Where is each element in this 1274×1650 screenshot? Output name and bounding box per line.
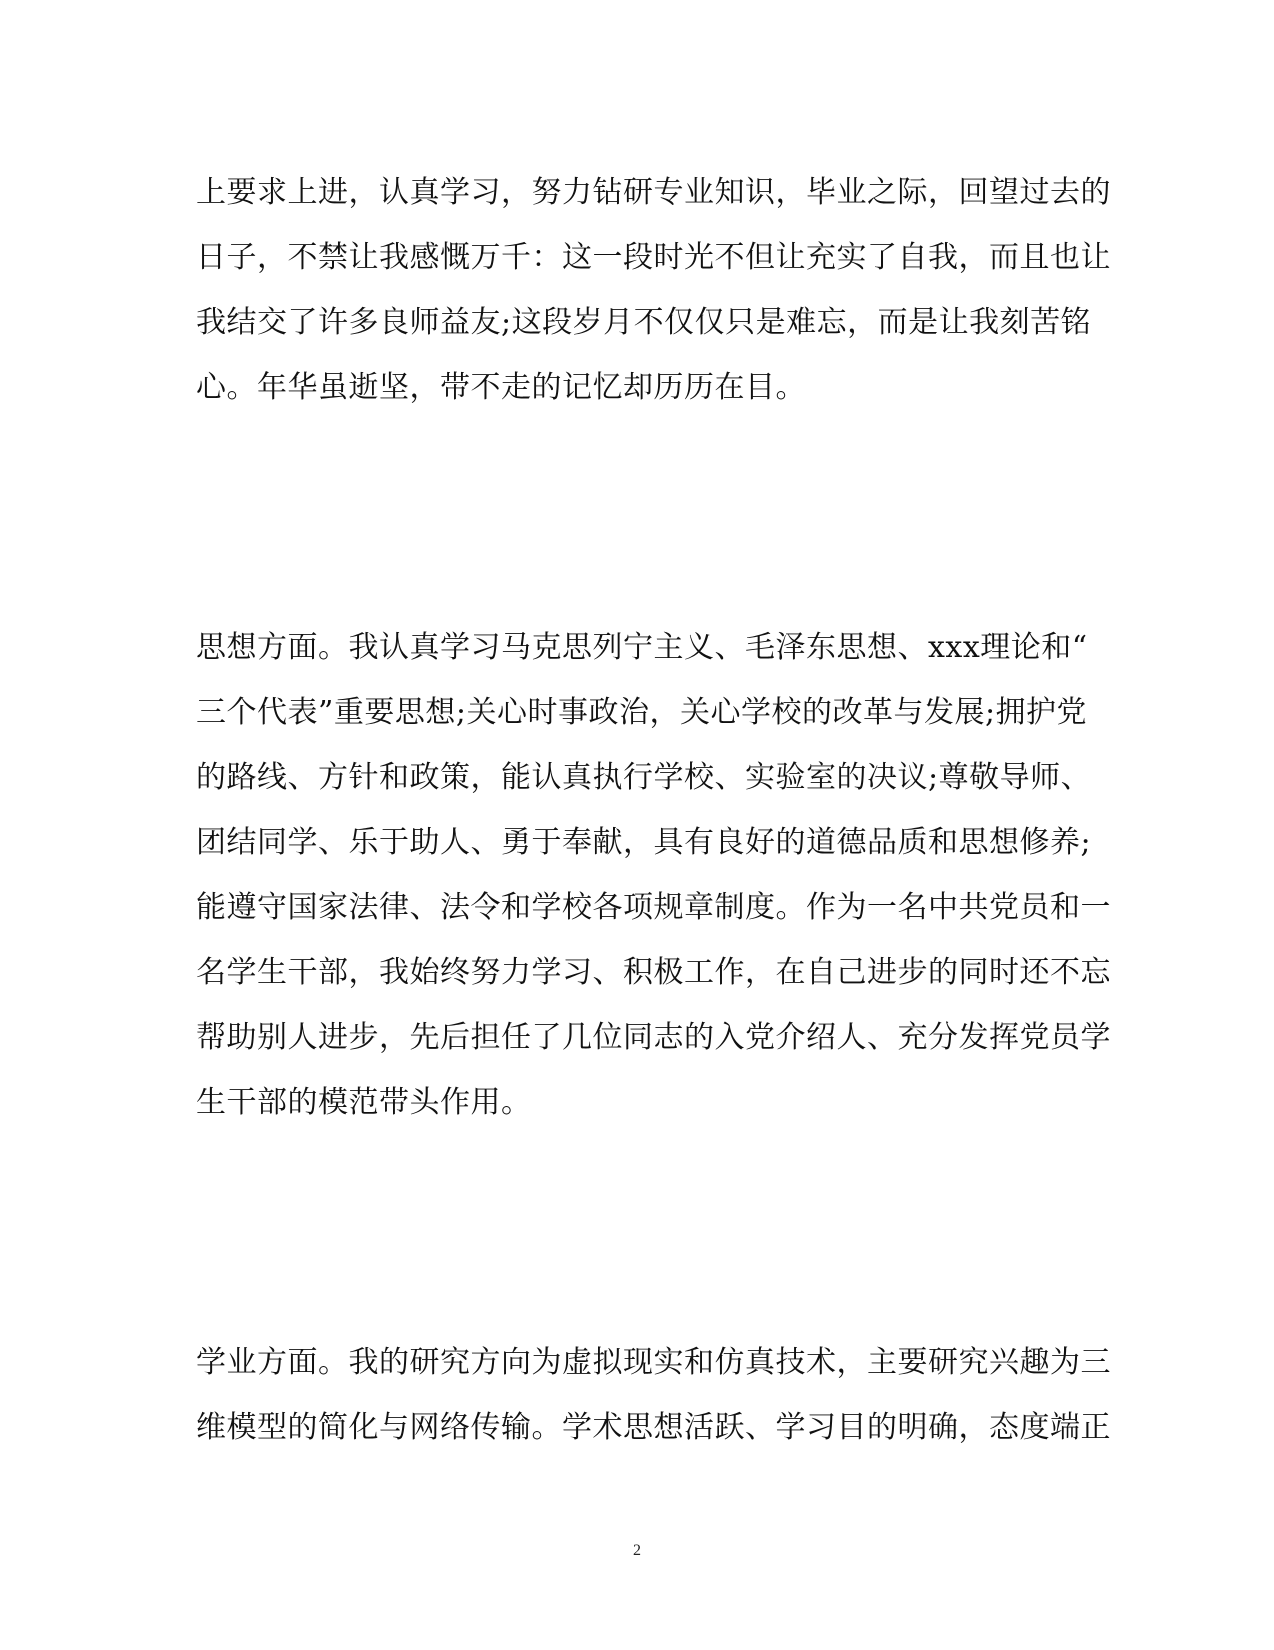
text-line: 名学生干部，我始终努力学习、积极工作，在自己进步的同时还不忘 <box>196 955 1111 990</box>
text-line: 三个代表”重要思想;关心时事政治，关心学校的改革与发展;拥护党 <box>196 695 1088 730</box>
text-line: 思想方面。我认真学习马克思列宁主义、毛泽东思想、xxx理论和“ <box>196 630 1088 665</box>
paragraph-2 <box>196 615 1111 1135</box>
paragraph-3 <box>196 1330 1111 1460</box>
text-line: 的路线、方针和政策，能认真执行学校、实验室的决议;尊敬导师、 <box>196 760 1092 795</box>
text-line: 帮助别人进步，先后担任了几位同志的入党介绍人、充分发挥党员学 <box>196 1020 1111 1055</box>
text-line: 维模型的简化与网络传输。学术思想活跃、学习目的明确，态度端正 <box>196 1410 1111 1445</box>
text-line: 团结同学、乐于助人、勇于奉献，具有良好的道德品质和思想修养; <box>196 825 1092 860</box>
text-line: 能遵守国家法律、法令和学校各项规章制度。作为一名中共党员和一 <box>196 890 1111 925</box>
text-line: 生干部的模范带头作用。 <box>196 1085 532 1120</box>
text-line: 学业方面。我的研究方向为虚拟现实和仿真技术，主要研究兴趣为三 <box>196 1345 1111 1380</box>
text-line: 我结交了许多良师益友;这段岁月不仅仅只是难忘，而是让我刻苦铭 <box>196 305 1092 340</box>
text-line: 日子，不禁让我感慨万千：这一段时光不但让充实了自我，而且也让 <box>196 240 1111 275</box>
text-line: 心。年华虽逝坚，带不走的记忆却历历在目。 <box>196 370 806 405</box>
text-line: 上要求上进，认真学习，努力钻研专业知识，毕业之际，回望过去的 <box>196 175 1111 210</box>
page-number: 2 <box>633 1542 641 1559</box>
paragraph-1 <box>196 160 1111 420</box>
